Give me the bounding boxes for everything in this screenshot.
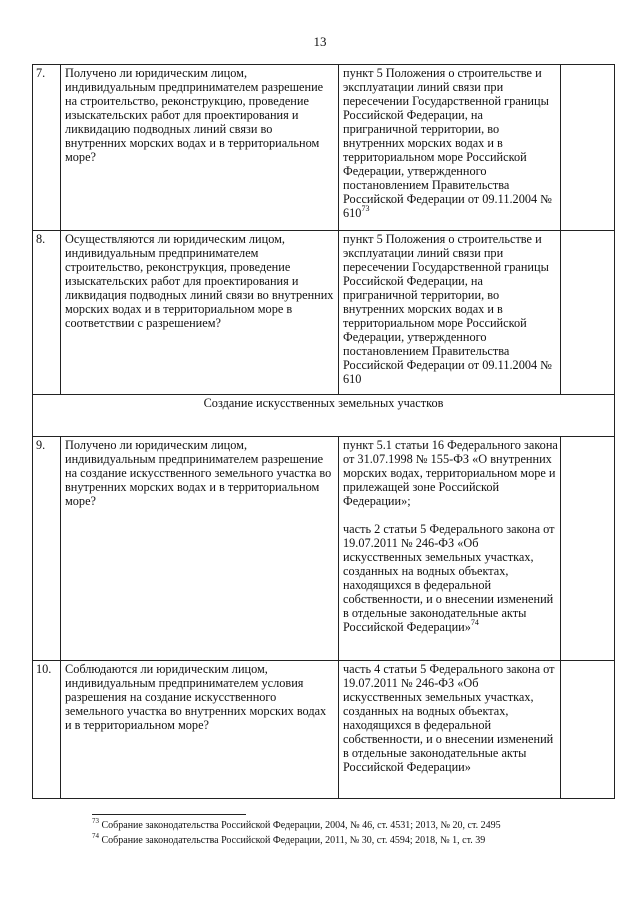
question-cell: Получено ли юридическим лицом, индивидуальным предпринимателем разрешение на строительство, реконструкцию, проведение изыскательских работ для проектирования и ликвидацию подводных линий связи во внутренних морских водах и в территориальном море? xyxy=(61,65,339,231)
table-row xyxy=(33,661,615,799)
reference-text: часть 4 статьи 5 Федерального закона от 19.07.2011 № 246-ФЗ «Об искусственных земельных участках, созданных на водных объектах, находящихся в федеральной собственности, и о внесении изменений в отдельные законодательные акты Российской Федерации» xyxy=(343,662,555,774)
row-number: 9. xyxy=(33,437,61,661)
page-number: 13 xyxy=(313,34,327,49)
question-cell: Получено ли юридическим лицом, индивидуальным предпринимателем разрешение на создание искусственного земельного участка во внутренних морских водах и в территориальном море? xyxy=(61,437,339,661)
section-heading: Создание искусственных земельных участков xyxy=(33,395,615,437)
footnotes xyxy=(92,818,612,848)
reference-text: пункт 5.1 статьи 16 Федерального закона от 31.07.1998 № 155-ФЗ «О внутренних морских водах, территориальном море и прилежащей зоне Российской Федерации»; xyxy=(343,438,558,508)
checklist-table xyxy=(32,64,615,799)
reference-text: пункт 5 Положения о строительстве и эксплуатации линий связи при пересечении Государственной границы Российской Федерации, на приграничной территории, во внутренних морских водах и в территориальном море Российской Федерации, утвержденного постановлением Правительства Российской Федерации от 09.11.2004 № 610 xyxy=(343,232,552,386)
empty-cell xyxy=(561,437,615,661)
row-number: 10. xyxy=(33,661,61,799)
table-row xyxy=(33,231,615,395)
footnote-mark: 73 xyxy=(92,816,99,825)
reference-cell xyxy=(339,65,561,231)
footnote xyxy=(92,818,612,833)
reference-cell xyxy=(339,661,561,799)
reference-text: пункт 5 Положения о строительстве и эксплуатации линий связи при пересечении Государственной границы Российской Федерации, на приграничной территории, во внутренних морских водах и в территориальном море Российской Федерации, утвержденного постановлением Правительства Российской Федерации от 09.11.2004 № 610 xyxy=(343,66,552,220)
question-cell: Осуществляются ли юридическим лицом, индивидуальным предпринимателем строительство, реконструкция, проведение изыскательских работ для проектирования и ликвидация подводных линий связи во внутренних морских водах и в территориальном море в соответствии с разрешением? xyxy=(61,231,339,395)
footnote-mark: 74 xyxy=(92,831,99,840)
footnote-mark: 73 xyxy=(361,203,370,213)
reference-text: часть 2 статьи 5 Федерального закона от 19.07.2011 № 246-ФЗ «Об искусственных земельных участках, созданных на водных объектах, находящихся в федеральной собственности, и о внесении изменений в отдельные законодательные акты Российской Федерации» xyxy=(343,522,555,634)
footnote-text: Собрание законодательства Российской Федерации, 2011, № 30, ст. 4594; 2018, № 1, ст. 39 xyxy=(101,835,486,846)
empty-cell xyxy=(561,661,615,799)
row-number: 7. xyxy=(33,65,61,231)
question-cell: Соблюдаются ли юридическим лицом, индивидуальным предпринимателем условия разрешения на создание искусственного земельного участка во внутренних морских водах и в территориальном море? xyxy=(61,661,339,799)
footnote-text: Собрание законодательства Российской Федерации, 2004, № 46, ст. 4531; 2013, № 20, ст. 2495 xyxy=(101,820,501,831)
table-row xyxy=(33,437,615,661)
empty-cell xyxy=(561,65,615,231)
footnote xyxy=(92,833,612,848)
row-number: 8. xyxy=(33,231,61,395)
table-row xyxy=(33,65,615,231)
footnote-divider xyxy=(92,814,246,815)
section-row xyxy=(33,395,615,437)
empty-cell xyxy=(561,231,615,395)
reference-cell xyxy=(339,437,561,661)
reference-cell xyxy=(339,231,561,395)
footnote-mark: 74 xyxy=(470,617,479,627)
